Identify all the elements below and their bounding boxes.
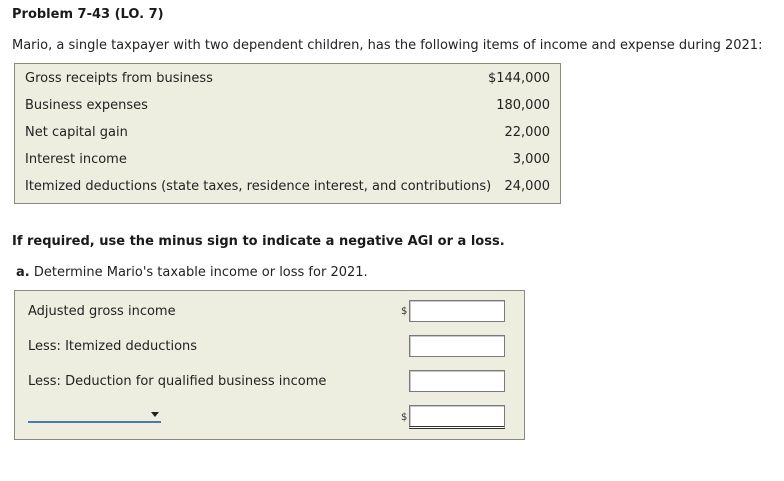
item-label: Interest income (25, 152, 127, 167)
question-a (16, 265, 368, 280)
table-row (25, 123, 550, 143)
item-value: $144,000 (487, 71, 550, 86)
item-value: 22,000 (504, 125, 550, 140)
answer-worksheet (14, 290, 525, 440)
taxable-income-dropdown[interactable] (28, 409, 161, 423)
agi-input[interactable] (409, 300, 505, 322)
item-label: Itemized deductions (state taxes, residence interest, and contributions) (25, 179, 492, 194)
agi-label: Adjusted gross income (28, 304, 176, 319)
income-expense-table (14, 63, 561, 204)
problem-intro: Mario, a single taxpayer with two dependent children, has the following items of income and expense during 2021: (12, 38, 763, 53)
itemized-deductions-input[interactable] (409, 335, 505, 357)
total-currency: $ (401, 412, 408, 423)
item-label: Net capital gain (25, 125, 128, 140)
item-value: 24,000 (504, 179, 550, 194)
itemized-deductions-label: Less: Itemized deductions (28, 339, 198, 354)
qbi-deduction-label: Less: Deduction for qualified business income (28, 374, 327, 389)
table-row (25, 96, 550, 116)
taxable-income-input[interactable] (409, 405, 505, 429)
instruction-text: If required, use the minus sign to indicate a negative AGI or a loss. (12, 234, 505, 249)
chevron-down-icon[interactable] (151, 412, 159, 417)
item-label: Business expenses (25, 98, 148, 113)
problem-title: Problem 7-43 (LO. 7) (12, 7, 164, 22)
question-text: Determine Mario's taxable income or loss for 2021. (33, 265, 368, 280)
item-label: Gross receipts from business (25, 71, 213, 86)
qbi-deduction-input[interactable] (409, 370, 505, 392)
question-letter: a. (16, 265, 30, 280)
table-row (25, 150, 550, 170)
table-row (25, 177, 550, 197)
agi-currency: $ (401, 306, 408, 317)
item-value: 3,000 (512, 152, 550, 167)
item-value: 180,000 (496, 98, 550, 113)
table-row (25, 69, 550, 89)
